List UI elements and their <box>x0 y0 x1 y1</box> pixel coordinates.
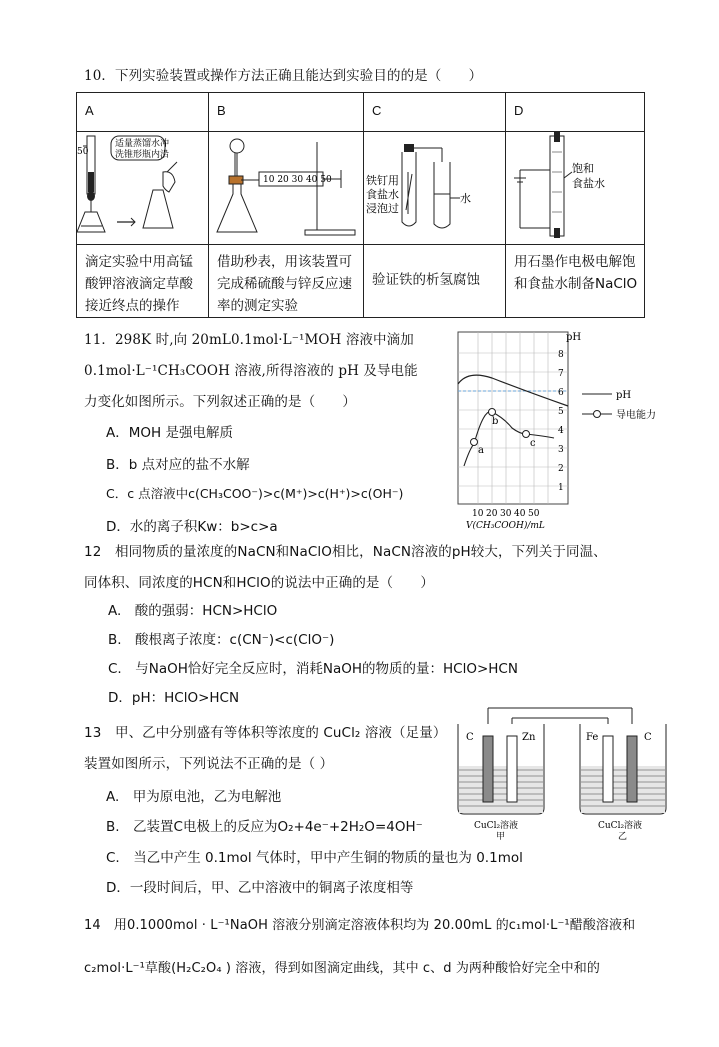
q10-table <box>76 92 645 318</box>
q12-line2: 同体积、同浓度的HCN和HClO的说法中正确的是（ ） <box>84 575 434 591</box>
nail-label-line3: 浸泡过 <box>366 202 399 215</box>
rate-apparatus-figure <box>209 132 362 240</box>
ytick-2: 2 <box>558 464 564 474</box>
x-axis-label: V(CH₃COOH)/mL <box>466 521 545 531</box>
y-axis-label: pH <box>566 332 582 343</box>
point-b-label: b <box>492 416 499 427</box>
figa-label-line2: 洗锥形瓶内沿 <box>115 150 170 160</box>
electrode-c-right: C <box>644 732 652 743</box>
xtick-20: 20 <box>486 509 498 519</box>
legend-conductivity: 导电能力 <box>616 410 656 421</box>
q10-caption-a: 滴定实验中用高锰酸钾溶液滴定草酸接近终点的操作 <box>85 254 193 314</box>
solution-right-label: CuCl₂溶液 <box>598 821 643 831</box>
q13-option-a: A. 甲为原电池，乙为电解池 <box>106 789 282 805</box>
ytick-8: 8 <box>558 350 564 360</box>
point-a-label: a <box>478 445 484 456</box>
electrode-c-left: C <box>466 732 474 743</box>
q11-option-b: B．b 点对应的盐不水解 <box>106 457 250 473</box>
titration-figure <box>77 132 207 240</box>
point-a <box>471 439 478 446</box>
cell-electrolysis-figure <box>452 696 674 846</box>
ytick-7: 7 <box>558 369 564 379</box>
burette-mark: 50 <box>77 147 89 157</box>
point-c-label: c <box>530 438 536 449</box>
q10-header-d: D <box>514 103 524 118</box>
water-label: 水 <box>460 192 471 205</box>
legend-ph: pH <box>616 390 632 401</box>
q13-option-c: C. 当乙中产生 0.1mol 气体时，甲中产生铜的物质的量也为 0.1mol <box>106 850 523 866</box>
q12-option-b: B. 酸根离子浓度：c(CN⁻)<c(ClO⁻) <box>108 632 335 648</box>
q13-line2: 装置如图所示，下列说法不正确的是（ ） <box>84 756 334 772</box>
corrosion-figure <box>364 132 504 240</box>
electrode-fe: Fe <box>586 732 599 743</box>
q13-option-d: D．一段时间后，甲、乙中溶液中的铜离子浓度相等 <box>106 880 414 896</box>
solution-left-label: CuCl₂溶液 <box>474 821 519 831</box>
xtick-40: 40 <box>514 509 526 519</box>
nail-label-line2: 食盐水 <box>366 188 399 201</box>
ytick-4: 4 <box>558 426 564 436</box>
xtick-50: 50 <box>528 509 540 519</box>
ph-conductivity-chart <box>448 326 668 536</box>
q10-header-c: C <box>372 103 382 118</box>
electrolysis-figure <box>506 132 644 240</box>
electrode-zn: Zn <box>522 732 536 743</box>
cell-yi-label: 乙 <box>618 832 628 842</box>
q13-option-b: B. 乙装置C电极上的反应为O₂+4e⁻+2H₂O=4OH⁻ <box>106 819 423 835</box>
q12-line1: 12 相同物质的量浓度的NaCN和NaClO相比，NaCN溶液的pH较大，下列关于同温、 <box>84 544 607 560</box>
brine-label-line1: 饱和 <box>572 162 594 175</box>
brine-label-line2: 食盐水 <box>572 177 605 190</box>
point-c <box>523 431 530 438</box>
q10-caption-d: 用石墨作电极电解饱和食盐水制备NaClO <box>514 254 638 292</box>
q12-option-d: D．pH：HClO>HCN <box>108 690 240 706</box>
q11-line2: 0.1mol·L⁻¹CH₃COOH 溶液,所得溶液的 pH 及导电能 <box>84 363 418 379</box>
cell-jia-label: 甲 <box>496 832 506 842</box>
q14-line2: c₂mol·L⁻¹草酸(H₂C₂O₄ ) 溶液，得到如图滴定曲线，其中 c、d 为两种酸恰好完全中和的 <box>84 961 600 976</box>
ytick-5: 5 <box>558 407 564 417</box>
q11-option-a: A．MOH 是强电解质 <box>106 425 233 441</box>
q11-line3: 力变化如图所示。下列叙述正确的是（ ） <box>84 394 356 410</box>
q10-header-b: B <box>217 103 226 118</box>
xtick-30: 30 <box>500 509 512 519</box>
q10-caption-c: 验证铁的析氢腐蚀 <box>372 272 480 288</box>
figa-label-line1: 适量蒸馏水冲 <box>115 139 170 149</box>
ytick-1: 1 <box>558 483 564 493</box>
q10-caption-b: 借助秒表，用该装置可完成稀硫酸与锌反应速率的测定实验 <box>217 254 352 314</box>
ytick-3: 3 <box>558 445 564 455</box>
q14-line1: 14 用0.1000mol · L⁻¹NaOH 溶液分别滴定溶液体积均为 20.00mL 的c₁mol·L⁻¹醋酸溶液和 <box>84 918 636 933</box>
q12-option-c: C. 与NaOH恰好完全反应时，消耗NaOH的物质的量：HClO>HCN <box>108 661 518 677</box>
ytick-6: 6 <box>558 388 564 398</box>
q10-header-a: A <box>85 103 94 118</box>
nail-label-line1: 铁钉用 <box>366 174 399 187</box>
xtick-10: 10 <box>472 509 484 519</box>
q12-option-a: A. 酸的强弱：HCN>HClO <box>108 603 278 619</box>
q11-option-d: D．水的离子积Kw：b>c>a <box>106 519 278 535</box>
q11-line1: 11．298K 时,向 20mL0.1mol·L⁻¹MOH 溶液中滴加 <box>84 332 414 348</box>
q13-line1: 13 甲、乙中分别盛有等体积等浓度的 CuCl₂ 溶液（足量） <box>84 725 447 741</box>
syringe-scale: 10 20 30 40 50 <box>263 175 332 185</box>
q10-stem: 10．下列实验装置或操作方法正确且能达到实验目的的是（ ） <box>84 68 483 84</box>
x-tick-labels <box>472 509 540 519</box>
point-b <box>489 409 496 416</box>
q11-option-c: C．c 点溶液中c(CH₃COO⁻)>c(M⁺)>c(H⁺)>c(OH⁻) <box>106 486 404 501</box>
